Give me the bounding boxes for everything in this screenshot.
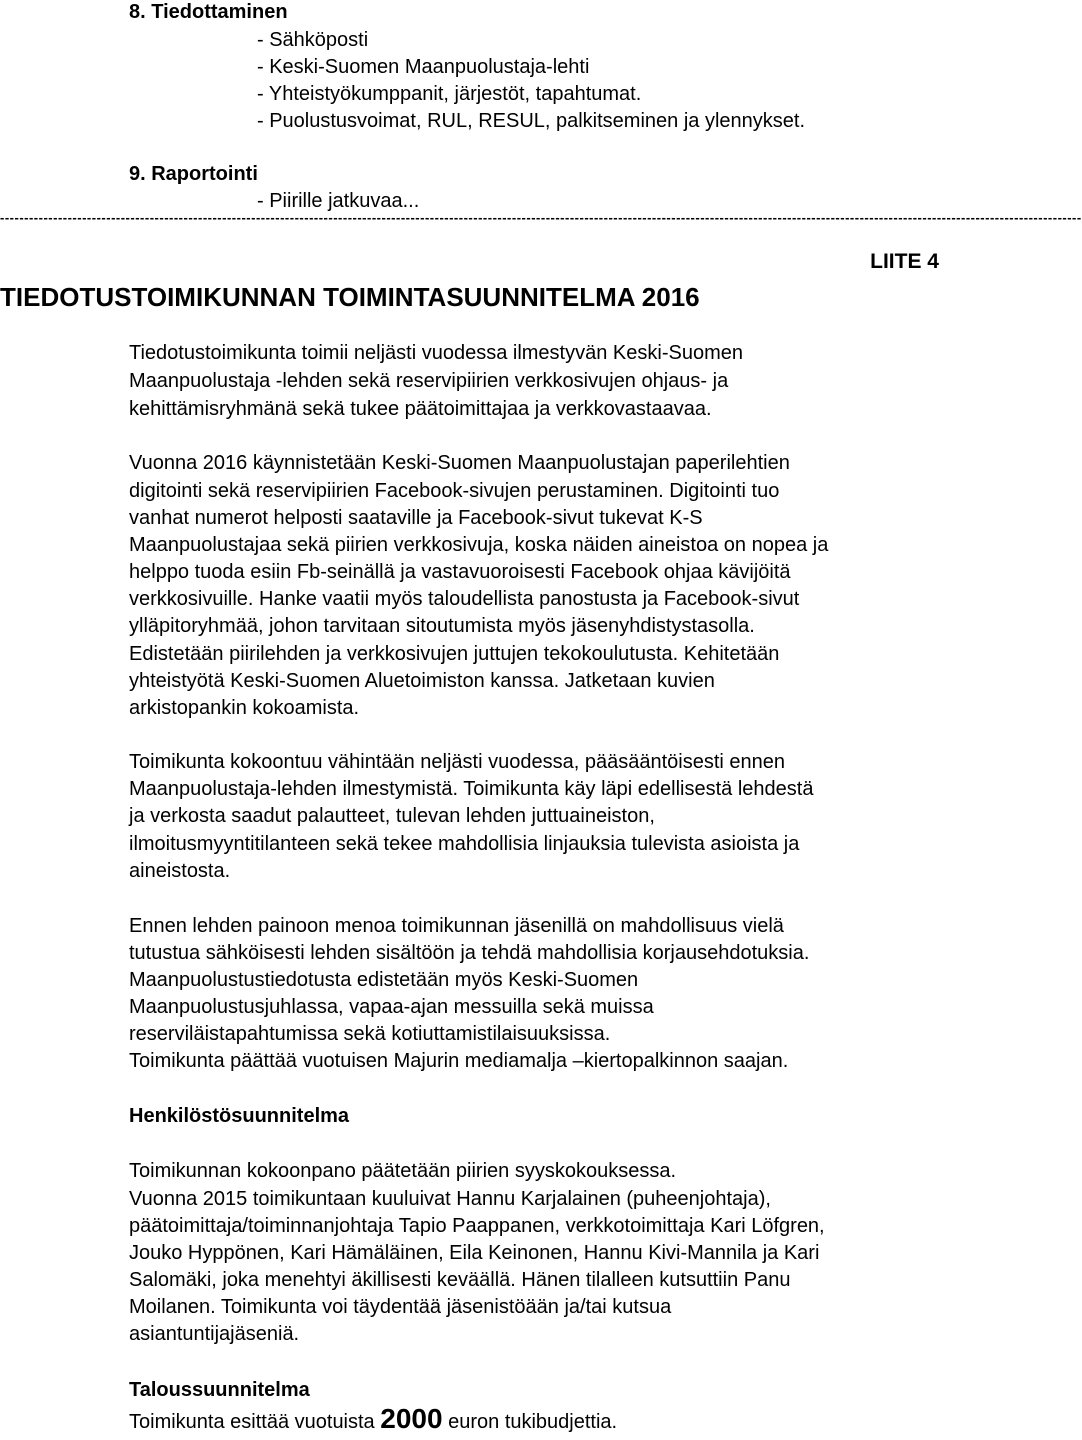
finance-text-after: euron tukibudjettia. bbox=[442, 1411, 618, 1433]
personnel-line: Moilanen. Toimikunta voi täydentää jäsenistöään ja/tai kutsua bbox=[129, 1296, 672, 1318]
finance-line bbox=[129, 1402, 617, 1439]
budget-amount: 2000 bbox=[380, 1403, 443, 1434]
paragraph-2-line: Vuonna 2016 käynnistetään Keski-Suomen Maanpuolustajan paperilehtien bbox=[129, 452, 790, 474]
page-title: TIEDOTUSTOIMIKUNNAN TOIMINTASUUNNITELMA 2016 bbox=[0, 282, 700, 312]
paragraph-1-line: Tiedotustoimikunta toimii neljästi vuodessa ilmestyvän Keski-Suomen bbox=[129, 342, 743, 364]
paragraph-3-line: Toimikunta kokoontuu vähintään neljästi vuodessa, pääsääntöisesti ennen bbox=[129, 751, 785, 773]
personnel-line: päätoimittaja/toiminnanjohtaja Tapio Paappanen, verkkotoimittaja Kari Löfgren, bbox=[129, 1215, 825, 1237]
paragraph-2-line: helppo tuoda esiin Fb-seinällä ja vastavuoroisesti Facebook ohjaa kävijöitä bbox=[129, 561, 791, 583]
personnel-line: Jouko Hyppönen, Kari Hämäläinen, Eila Keinonen, Hannu Kivi-Mannila ja Kari bbox=[129, 1242, 820, 1264]
finance-heading: Taloussuunnitelma bbox=[129, 1379, 310, 1401]
appendix-label: LIITE 4 bbox=[870, 250, 939, 273]
paragraph-3-line: ja verkosta saadut palautteet, tulevan lehden juttuaineiston, bbox=[129, 805, 655, 827]
paragraph-4-line: Toimikunta päättää vuotuisen Majurin mediamalja –kiertopalkinnon saajan. bbox=[129, 1050, 789, 1072]
paragraph-1-line: kehittämisryhmänä sekä tukee päätoimittajaa ja verkkovastaavaa. bbox=[129, 398, 712, 420]
paragraph-2-line: ylläpitoryhmää, johon tarvitaan sitoutumista myös jäsenyhdistystasolla. bbox=[129, 615, 755, 637]
paragraph-2-line: digitointi sekä reservipiirien Facebook-sivujen perustaminen. Digitointi tuo bbox=[129, 480, 780, 502]
personnel-line: asiantuntijajäseniä. bbox=[129, 1323, 300, 1345]
paragraph-4-line: tutustua sähköisesti lehden sisältöön ja tehdä mahdollisia korjausehdotuksia. bbox=[129, 942, 810, 964]
paragraph-2-line: verkkosivuille. Hanke vaatii myös taloudellista panostusta ja Facebook-sivut bbox=[129, 588, 800, 610]
paragraph-1-line: Maanpuolustaja -lehden sekä reservipiirien verkkosivujen ohjaus- ja bbox=[129, 370, 729, 392]
section-8-heading: 8. Tiedottaminen bbox=[129, 1, 288, 23]
paragraph-2-line: arkistopankin kokoamista. bbox=[129, 697, 360, 719]
paragraph-2-line: Maanpuolustajaa sekä piirien verkkosivuja, koska näiden aineistoa on nopea ja bbox=[129, 534, 829, 556]
personnel-line: Toimikunnan kokoonpano päätetään piirien syyskokouksessa. bbox=[129, 1160, 677, 1182]
personnel-line: Vuonna 2015 toimikuntaan kuuluivat Hannu Karjalainen (puheenjohtaja), bbox=[129, 1188, 771, 1210]
paragraph-3-line: Maanpuolustaja-lehden ilmestymistä. Toimikunta käy läpi edellisestä lehdestä bbox=[129, 778, 814, 800]
dashed-separator: -------------------------------------------------------------------------------------------------------------------------------------------------------------------------------------------------------------------------------- bbox=[0, 210, 1082, 225]
paragraph-3-line: ilmoitusmyyntitilanteen sekä tekee mahdollisia linjauksia tulevista asioista ja bbox=[129, 833, 800, 855]
section-8-item: - Puolustusvoimat, RUL, RESUL, palkitseminen ja ylennykset. bbox=[257, 110, 806, 132]
paragraph-4-line: Ennen lehden painoon menoa toimikunnan jäsenillä on mahdollisuus vielä bbox=[129, 915, 784, 937]
section-8-item: - Yhteistyökumppanit, järjestöt, tapahtumat. bbox=[257, 83, 642, 105]
paragraph-4-line: Maanpuolustustiedotusta edistetään myös Keski-Suomen bbox=[129, 969, 639, 991]
paragraph-4-line: reserviläistapahtumissa sekä kotiuttamistilaisuuksissa. bbox=[129, 1023, 611, 1045]
paragraph-2-line: yhteistyötä Keski-Suomen Aluetoimiston kanssa. Jatketaan kuvien bbox=[129, 670, 715, 692]
finance-text-before: Toimikunta esittää vuotuista bbox=[129, 1411, 381, 1433]
personnel-heading: Henkilöstösuunnitelma bbox=[129, 1105, 350, 1127]
personnel-line: Salomäki, joka menehtyi äkillisesti keväällä. Hänen tilalleen kutsuttiin Panu bbox=[129, 1269, 791, 1291]
paragraph-4-line: Maanpuolustusjuhlassa, vapaa-ajan messuilla sekä muissa bbox=[129, 996, 654, 1018]
section-9-heading: 9. Raportointi bbox=[129, 163, 258, 185]
paragraph-2-line: Edistetään piirilehden ja verkkosivujen juttujen tekokoulutusta. Kehitetään bbox=[129, 643, 780, 665]
section-9-item: - Piirille jatkuvaa... bbox=[257, 190, 420, 212]
paragraph-3-line: aineistosta. bbox=[129, 860, 231, 882]
paragraph-2-line: vanhat numerot helposti saataville ja Facebook-sivut tukevat K-S bbox=[129, 507, 703, 529]
section-8-item: - Sähköposti bbox=[257, 29, 369, 51]
section-8-item: - Keski-Suomen Maanpuolustaja-lehti bbox=[257, 56, 590, 78]
